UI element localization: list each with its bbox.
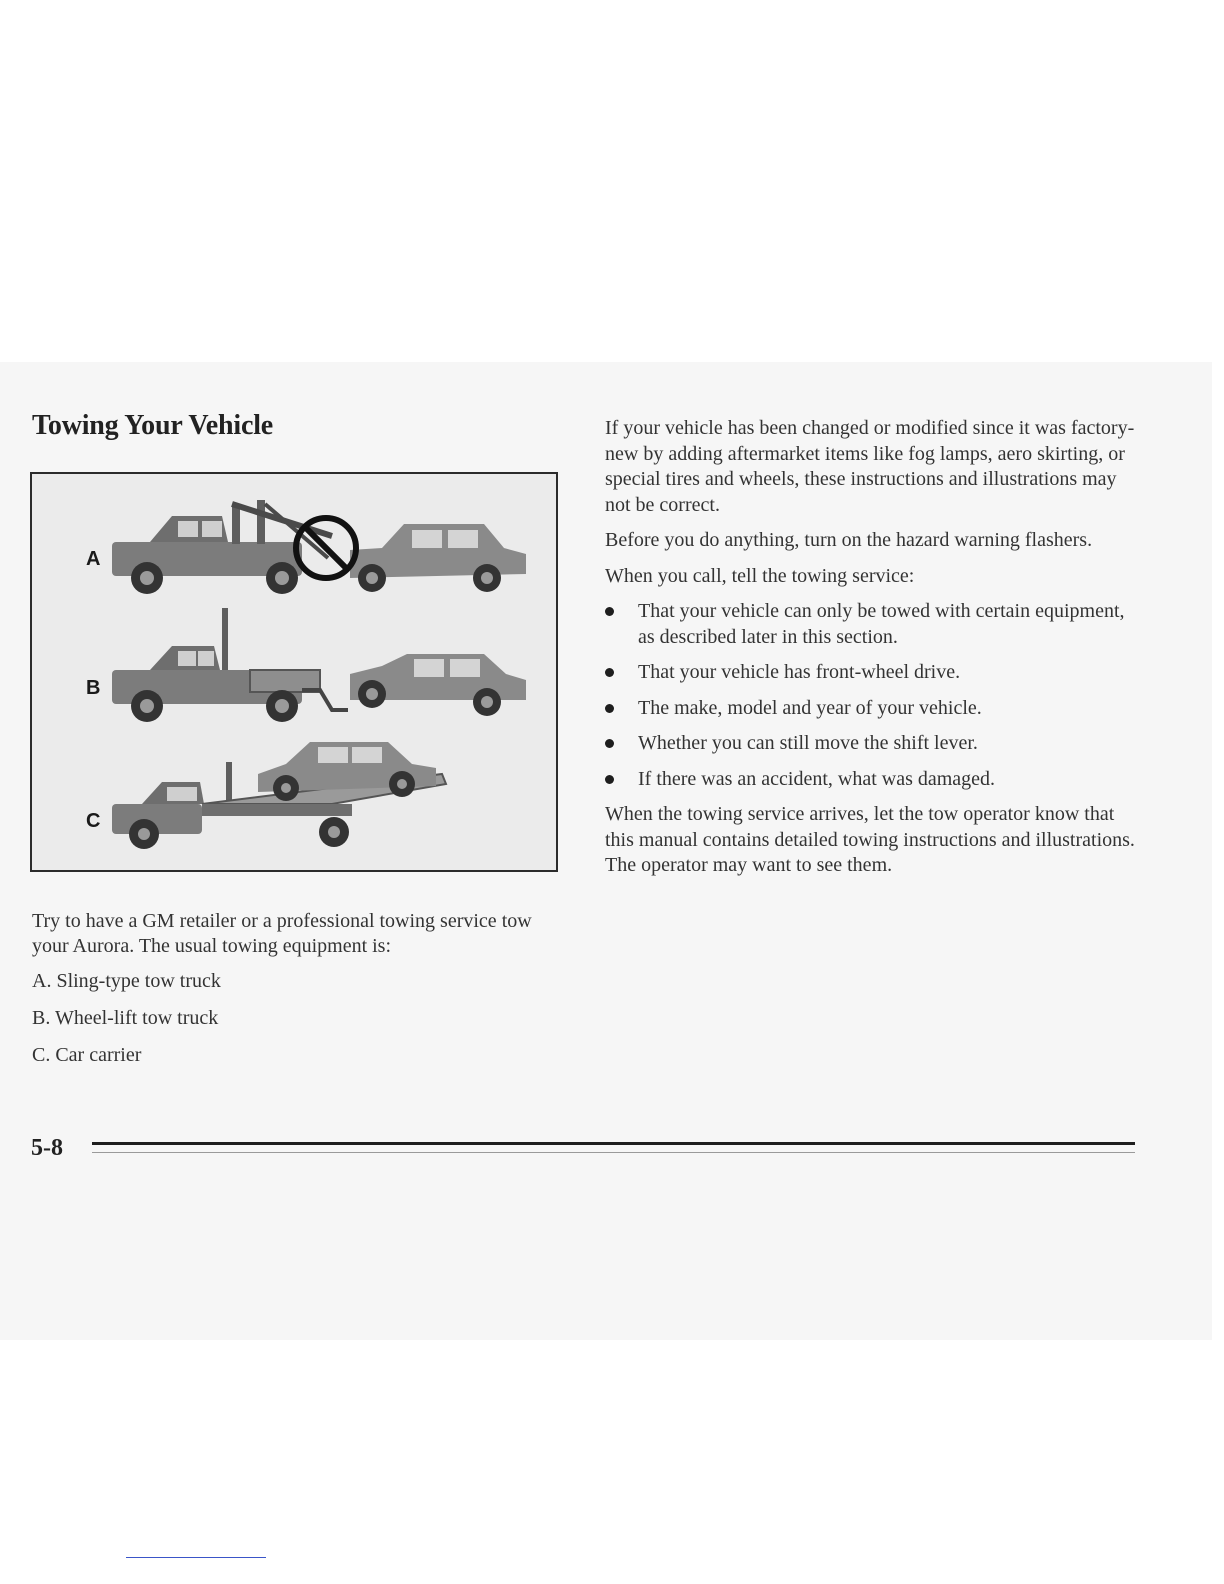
label-a: A xyxy=(86,548,101,570)
bullet-item: That your vehicle has front-wheel drive. xyxy=(605,660,1135,686)
bullet-item: If there was an accident, what was damaged. xyxy=(605,767,1135,793)
bullet-icon xyxy=(605,775,614,784)
bullet-icon xyxy=(605,739,614,748)
page-title: Towing Your Vehicle xyxy=(32,410,274,441)
equipment-list xyxy=(32,969,572,1068)
footer-rule xyxy=(92,1142,1135,1145)
label-b: B xyxy=(86,677,101,699)
equipment-item: C. Car carrier xyxy=(32,1044,142,1066)
towing-illustration xyxy=(30,472,558,872)
hazard-paragraph: Before you do anything, turn on the hazard warning flashers. xyxy=(605,529,1093,551)
label-c: C xyxy=(86,810,101,832)
modification-paragraph: If your vehicle has been changed or modified since it was factory-new by adding aftermarket items like fog lamps, aero skirting, or special tires and wheels, these instructions and illustrations may not be correct. xyxy=(605,417,1135,516)
bottom-link-underline[interactable] xyxy=(126,1557,266,1558)
call-paragraph: When you call, tell the towing service: xyxy=(605,564,915,587)
page-number: 5-8 xyxy=(31,1135,63,1161)
bullet-icon xyxy=(605,668,614,677)
left-column-text xyxy=(32,909,572,1080)
equipment-item: B. Wheel-lift tow truck xyxy=(32,1007,219,1029)
bullet-icon xyxy=(605,607,614,616)
arrival-paragraph: When the towing service arrives, let the tow operator know that this manual contains detailed towing instructions and illustrations. The operator may want to see them. xyxy=(605,803,1135,876)
footer-rule-thin xyxy=(92,1152,1135,1153)
bullet-item: The make, model and year of your vehicle. xyxy=(605,696,1135,722)
bullet-icon xyxy=(605,704,614,713)
intro-paragraph: Try to have a GM retailer or a professional towing service tow your Aurora. The usual towing equipment is: xyxy=(32,910,532,957)
equipment-item: A. Sling-type tow truck xyxy=(32,970,221,992)
bullet-item: Whether you can still move the shift lever. xyxy=(605,731,1135,757)
bullet-item: That your vehicle can only be towed with certain equipment, as described later in this section. xyxy=(605,599,1135,650)
right-column-text xyxy=(605,416,1135,889)
call-bullet-list xyxy=(605,599,1135,792)
